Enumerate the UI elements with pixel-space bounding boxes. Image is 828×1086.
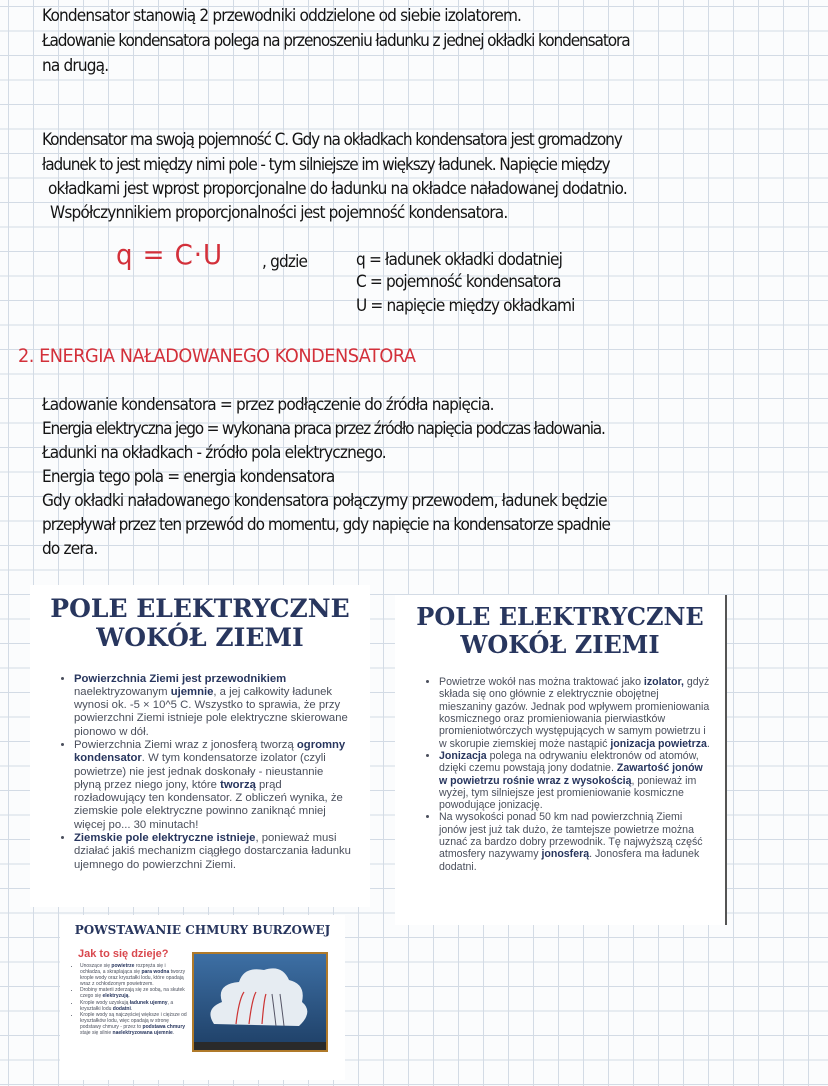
note-line: przepływał przez ten przewód do momentu, gdy napięcie na kondensatorze spadnie [42,515,610,534]
bullet-text: gdyż składa się ono głównie z elektrycznie obojętnej mieszaniny gazów. Jednak pod wpływem promieniowania kosmicznego oraz promieniowania pierwiastków promieniotwórczych występujących w samym powietrzu i w skorupie ziemskiej może nastąpić [439,676,710,750]
bullet-bold-text: jonosferą [541,848,590,861]
note-line: Kondensator stanowią 2 przewodniki oddzielone od siebie izolatorem. [42,6,522,25]
slide-bullet [74,739,352,832]
bullet-text: , a jej całkowity ładunek wynosi ok. -5 × 10^5 C. Wszystko to sprawia, że przy powierzchni Ziemi istnieje pole elektryczne skierowane pionowo w dół. [74,685,348,738]
bullet-bold-text: naelektryzowana ujemnie [112,1030,173,1037]
section-heading: 2. ENERGIA NAŁADOWANEGO KONDENSATORA [18,345,416,367]
bullet-bold-text: ładunek ujemny [129,999,168,1006]
bullet-text: . [172,1030,175,1037]
definition: C = pojemność kondensatora [356,272,561,291]
definition: q = ładunek okładki dodatniej [356,250,563,269]
slide-title: POWSTAWANIE CHMURY BURZOWEJ [74,923,331,937]
note-line: na drugą. [42,56,109,75]
bullet-text: Powietrze wokół nas można traktować jako [439,676,644,689]
bullet-bold-text: Powierzchnia Ziemi jest przewodnikiem [74,672,287,685]
bullet-text: staje się silnie [80,1030,113,1037]
bullet-bold-text: tworzą [220,778,256,791]
bullet-text: rozpręża się i ochładza, a skraplająca się [80,963,166,976]
slide-electric-field-1 [30,585,370,907]
bullet-text: , ponieważ im wyżej, tym silniejsze jest promieniowanie kosmiczne powodujące jonizację. [439,774,697,812]
bullet-text: Na wysokości ponad 50 km nad powierzchnią Ziemi jonów jest już tak dużo, że tamtejsze powietrze można uznać za bardzo dobry przewodnik. Tę najwyższą część atmosfery nazywamy [439,811,703,861]
note-line: Ładunki na okładkach - źródło pola elektrycznego. [42,443,386,462]
bullet-text: . [130,1005,133,1012]
bullet-text: tworzy krople wody oraz kryształki lodu, które opadają wraz z ochłodzonym powietrzem. [80,969,186,988]
bullet-text: . W tym kondensatorze izolator (czyli powietrze) nie jest jednak doskonały - nieustannie płyną przez niego jony, które [74,752,326,791]
slide-bullet [80,1012,188,1036]
slide-bullet [80,963,188,987]
note-line: do zera. [42,539,98,558]
bullet-text: prąd rozładowujący ten kondensator. Z obliczeń wynika, że ziemskie pole elektryczne powinno zaniknąć mniej więcej po... 30 minutach! [74,778,343,831]
slide-subtitle: Jak to się dzieje? [78,947,169,960]
storm-cloud-illustration [194,954,326,1050]
bullet-text: , ponieważ musi działać jakiś mechanizm ciągłego dostarczania ładunku ujemnego do powierzchni Ziemi. [74,832,351,871]
bullet-bold-text: dodatni [112,1005,131,1012]
slide-title: POLE ELEKTRYCZNE WOKÓŁ ZIEMI [50,594,350,652]
bullet-text: . Jonosfera ma ładunek dodatni. [439,848,700,873]
bullet-bold-text: ujemnie [170,685,214,698]
bullet-text: polega na odrywaniu elektronów od atomów, dzięki czemu powstają jony dodatnie. [439,749,699,775]
bullet-bold-text: jonizacja powietrza [610,737,707,750]
slide-bullet [74,673,352,739]
formula: q = C·U [116,238,223,271]
note-line: Ładowanie kondensatora polega na przenoszeniu ładunku z jednej okładki kondensatora [42,31,630,50]
bullet-text: Krople wody uzyskują [80,999,130,1006]
note-line: Kondensator ma swoją pojemność C. Gdy na okładkach kondensatora jest gromadzony [42,130,622,149]
slide-storm-cloud [60,915,345,1080]
bullet-bold-text: izolator, [643,676,684,689]
note-line: Ładowanie kondensatora = przez podłączenie do źródła napięcia. [42,395,494,414]
note-line: okładkami jest wprost proporcjonalne do ładunku na okładce naładowanej dodatnio. [48,179,627,198]
bullet-text: Unoszące się [80,963,112,969]
slide-bullets [423,676,711,873]
bullet-text: . [128,993,130,1000]
bullet-text: Powierzchnia Ziemi wraz z jonosferą tworzą [74,738,297,751]
bullet-text: , a kryształki lodu [80,999,174,1012]
slide-bullet [74,832,352,872]
bullet-text: Krople wody są najczęściej większe i cięższe od kryształków lodu, więc opadają w stronę podstawy chmury - przez to [80,1011,187,1030]
slide-bullet [439,811,711,872]
slide-electric-field-2 [395,595,727,925]
bullet-bold-text: Ziemskie pole elektryczne istnieje [74,832,256,845]
bullet-text: Drobiny materii zderzają się ze sobą, na skutek czego się [80,987,185,1000]
bullet-bold-text: ogromny kondensator [74,738,346,765]
bullet-text: . [706,737,710,750]
bullet-bold-text: Jonizacja [439,749,487,762]
storm-cloud-image [192,952,328,1052]
note-line: Energia elektryczna jego = wykonana praca przez źródło napięcia podczas ładowania. [42,419,605,438]
slide-bullet [439,750,711,811]
formula-where: , gdzie [262,252,308,271]
definition: U = napięcie między okładkami [356,296,575,315]
slide-title: POLE ELEKTRYCZNE WOKÓŁ ZIEMI [416,602,704,659]
bullet-bold-text: podstawa chmury [142,1023,186,1030]
bullet-bold-text: Zawartość jonów w powietrzu rośnie wraz z wysokością [439,762,703,787]
bullet-bold-text: para wodna [141,969,170,976]
slide-bullet [80,987,188,999]
note-line: Współczynnikiem proporcjonalności jest pojemność kondensatora. [50,203,508,222]
bullet-bold-text: powietrze [111,963,135,969]
slide-bullet [80,1000,188,1012]
slide-bullet [439,676,711,750]
slide-bullets [72,963,188,1036]
slide-bullets [58,673,352,872]
bullet-text: naelektryzowanym [74,685,171,698]
note-line: ładunek to jest między nimi pole - tym silniejsze im większy ładunek. Napięcie między [42,155,610,174]
note-line: Energia tego pola = energia kondensatora [42,467,335,486]
bullet-bold-text: elektryzują [102,993,129,1000]
note-line: Gdy okładki naładowanego kondensatora połączymy przewodem, ładunek będzie [42,491,607,510]
